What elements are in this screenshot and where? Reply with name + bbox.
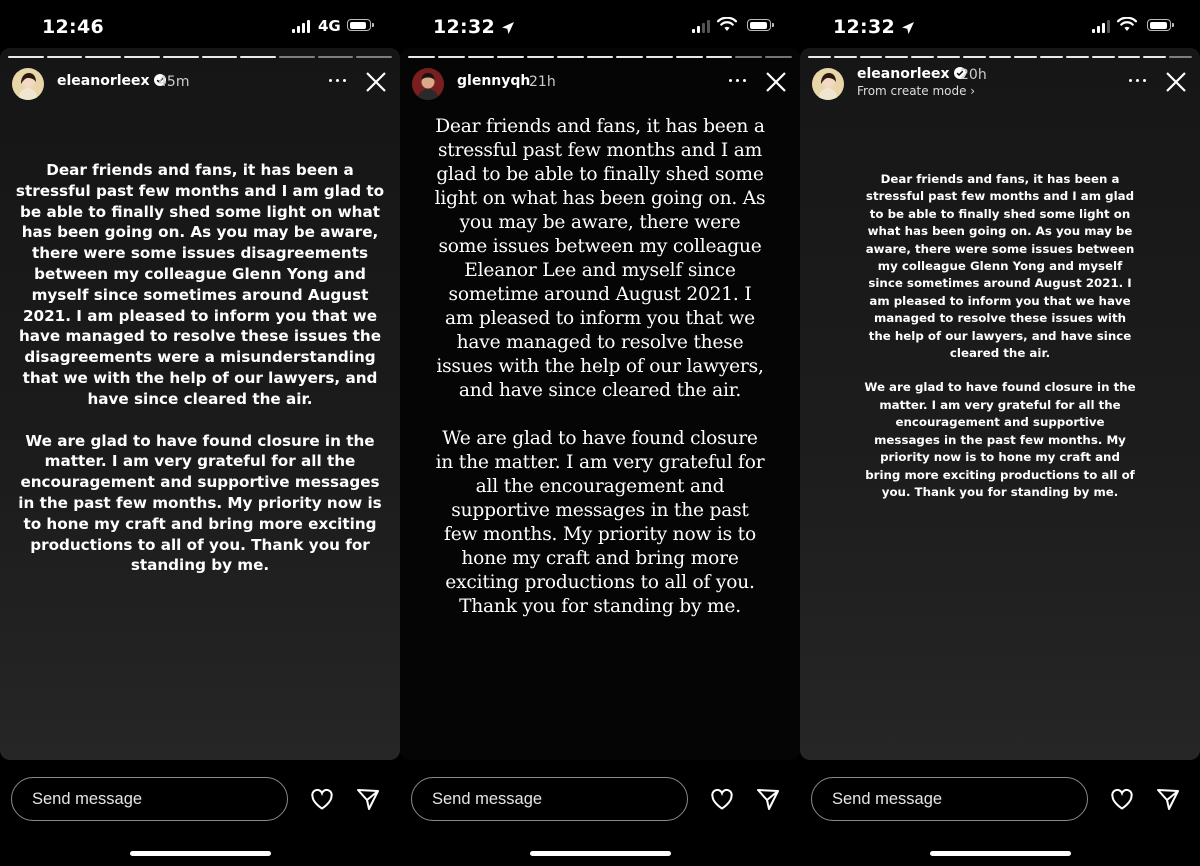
story-header	[412, 66, 790, 102]
status-bar	[800, 0, 1200, 52]
status-time: 12:32	[833, 16, 915, 38]
status-bar	[0, 0, 400, 52]
phone-screen-1	[0, 0, 400, 866]
signal-icon	[1092, 20, 1110, 33]
paper-plane-icon[interactable]	[1156, 787, 1180, 811]
story-progress-bar	[8, 56, 392, 58]
more-icon[interactable]	[1129, 79, 1146, 82]
story-paragraph-1: Dear friends and fans, it has been a stressful past few months and I am glad to be able to finally shed some light on what has been going on. As you may be aware, there were some issues between my colleague Glenn Yong and myself since sometimes around August 2021. I am pleased to inform you that we have managed to resolve these issues with the help of our lawyers, and have since cleared the air.	[865, 172, 1135, 361]
send-message-field[interactable]	[811, 777, 1088, 821]
story-paragraph-1: Dear friends and fans, it has been a stressful past few months and I am glad to be able to finally shed some light on what has been going on. As you may be aware, there were some issues between my colleague Eleanor Lee and myself since sometime around August 2021. I am pleased to inform you that we have managed to resolve these issues with the help of our lawyers, and have since cleared the air.	[434, 116, 766, 401]
send-message-input[interactable]	[412, 778, 687, 820]
story-progress-bar	[808, 56, 1192, 58]
story-paragraph-2: We are glad to have found closure in the matter. I am very grateful for all the encouragement and supportive messages in the past few months. My priority now is to hone my craft and bring more exciting productions to all of you. Thank you for standing by me.	[18, 431, 382, 575]
battery-icon	[1147, 19, 1171, 31]
location-arrow-icon	[501, 21, 515, 35]
send-message-field[interactable]	[11, 777, 288, 821]
close-icon[interactable]	[364, 70, 388, 94]
create-mode-link[interactable]: From create mode ›	[857, 84, 976, 98]
wifi-icon	[717, 17, 737, 32]
heart-icon[interactable]	[1109, 787, 1135, 811]
story-username[interactable]: eleanorleex	[57, 73, 166, 89]
more-icon[interactable]	[329, 79, 346, 82]
send-message-input[interactable]	[812, 778, 1087, 820]
story-timestamp: 20h	[960, 67, 987, 83]
more-icon[interactable]	[729, 79, 746, 82]
heart-icon[interactable]	[309, 787, 335, 811]
story-header	[12, 66, 390, 102]
paper-plane-icon[interactable]	[756, 787, 780, 811]
status-time: 12:46	[42, 16, 104, 38]
close-icon[interactable]	[764, 70, 788, 94]
home-indicator[interactable]	[530, 851, 671, 856]
story-paragraph-1: Dear friends and fans, it has been a stressful past few months and I am glad to be able to finally shed some light on what has been going on. As you may be aware, there were some issues disagreements between my colleague Glenn Yong and myself since sometimes around August 2021. I am pleased to inform you that we have managed to resolve these issues the disagreements were a misunderstanding that we with the help of our lawyers, and have since cleared the air.	[15, 161, 385, 408]
phone-screen-2	[400, 0, 800, 866]
status-time: 12:32	[433, 16, 515, 38]
signal-icon	[692, 20, 710, 33]
story-username[interactable]: glennyqh	[457, 73, 531, 89]
status-bar	[400, 0, 800, 52]
story-paragraph-2: We are glad to have found closure in the matter. I am very grateful for all the encouragement and supportive messages in the past few months. My priority now is to hone my craft and bring more exciting productions to all of you. Thank you for standing by me.	[864, 380, 1136, 499]
paper-plane-icon[interactable]	[356, 787, 380, 811]
close-icon[interactable]	[1164, 70, 1188, 94]
network-type: 4G	[318, 17, 341, 35]
story-text	[862, 171, 1138, 501]
home-indicator[interactable]	[930, 851, 1071, 856]
avatar[interactable]	[412, 68, 444, 100]
story-timestamp: 21h	[529, 74, 556, 90]
avatar[interactable]	[12, 68, 44, 100]
heart-icon[interactable]	[709, 787, 735, 811]
signal-icon	[292, 20, 310, 33]
home-indicator[interactable]	[130, 851, 271, 856]
battery-icon	[347, 19, 371, 31]
avatar[interactable]	[812, 68, 844, 100]
story-timestamp: 45m	[158, 74, 190, 90]
story-header	[812, 66, 1190, 102]
send-message-field[interactable]	[411, 777, 688, 821]
story-username[interactable]: eleanorleex	[857, 66, 966, 82]
send-message-input[interactable]	[12, 778, 287, 820]
story-paragraph-2: We are glad to have found closure in the matter. I am very grateful for all the encouragement and supportive messages in the past few months. My priority now is to hone my craft and bring more exciting productions to all of you. Thank you for standing by me.	[435, 428, 765, 617]
story-progress-bar	[408, 56, 792, 58]
battery-icon	[747, 19, 771, 31]
location-arrow-icon	[901, 21, 915, 35]
story-text	[14, 160, 386, 576]
wifi-icon	[1117, 17, 1137, 32]
phone-screen-3	[800, 0, 1200, 866]
story-text	[433, 115, 767, 619]
